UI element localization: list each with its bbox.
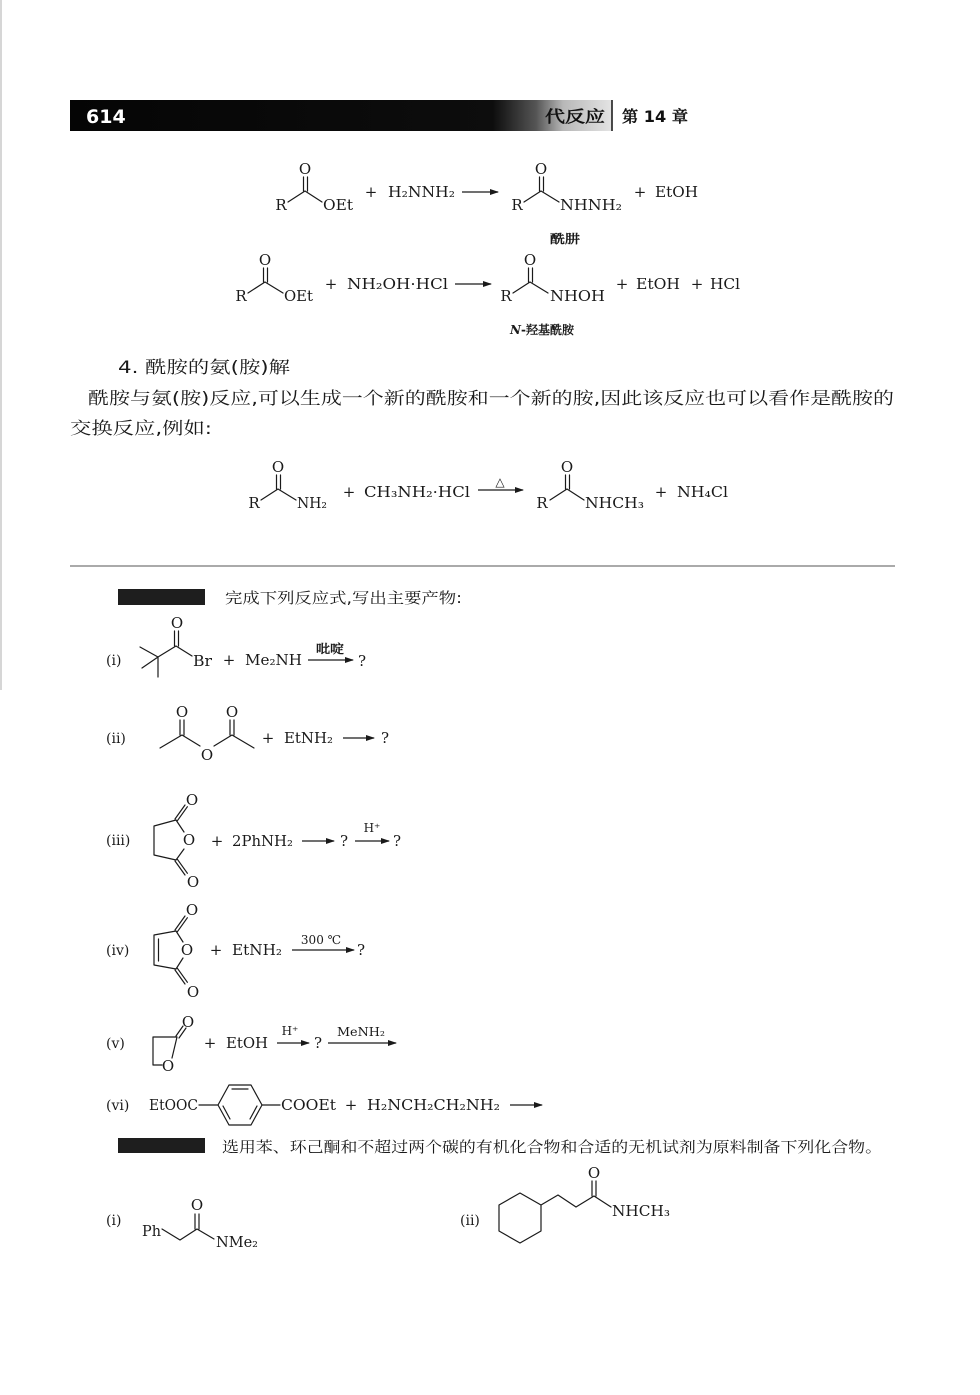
item-label: (vi) bbox=[106, 1098, 130, 1114]
product-name bbox=[509, 322, 575, 337]
leaving-group-label: OEt bbox=[284, 287, 313, 305]
carbonyl-oxygen-label: O bbox=[298, 160, 312, 178]
unknown-product: ? bbox=[357, 941, 366, 959]
carbonyl-oxygen-label: O bbox=[175, 703, 189, 721]
ring-oxygen-label: O bbox=[182, 831, 196, 849]
item-label: (iii) bbox=[106, 833, 131, 849]
unknown-product: ? bbox=[393, 832, 402, 850]
plus-sign: + bbox=[364, 183, 378, 201]
plus-sign: + bbox=[261, 729, 275, 747]
header-bar bbox=[70, 100, 612, 131]
r-group-label: R bbox=[275, 196, 287, 214]
carbonyl-oxygen-label: O bbox=[587, 1164, 601, 1182]
unknown-intermediate: ? bbox=[340, 832, 349, 850]
exercise-item-i bbox=[106, 614, 366, 677]
ester-skeleton bbox=[248, 268, 283, 293]
exercise-item-vi bbox=[106, 1085, 542, 1125]
exercise-instruction: 完成下列反应式,写出主要产物: bbox=[225, 589, 462, 607]
product-name-rest: -羟基酰胺 bbox=[520, 323, 574, 337]
exercise-item-iv bbox=[106, 901, 365, 1001]
condition-label: MeNH₂ bbox=[337, 1025, 386, 1039]
carbonyl-oxygen-label: O bbox=[170, 614, 184, 632]
reagent-label: 2PhNH₂ bbox=[232, 832, 293, 850]
plus-sign: + bbox=[209, 941, 223, 959]
carbonyl-oxygen-label: O bbox=[258, 251, 272, 269]
amide-group-label: NHCH₃ bbox=[585, 494, 644, 512]
section-title: 代反应 bbox=[545, 107, 605, 126]
reagent-label: NH₂OH·HCl bbox=[347, 275, 449, 293]
ester-skeleton bbox=[288, 177, 322, 202]
item-label: (ii) bbox=[460, 1213, 480, 1229]
exercise-2 bbox=[106, 1138, 882, 1251]
r-group-label: R bbox=[511, 196, 523, 214]
plus-sign: + bbox=[633, 183, 647, 201]
item-label: (ii) bbox=[106, 731, 126, 747]
section-4 bbox=[70, 358, 894, 439]
r-group-label: R bbox=[500, 287, 512, 305]
hydrazide-skeleton bbox=[524, 177, 559, 202]
exercise-badge bbox=[118, 589, 205, 605]
carbonyl-oxygen-label: O bbox=[225, 703, 239, 721]
cyclohexylpropanamide-skeleton bbox=[499, 1181, 611, 1243]
page-number: 614 bbox=[86, 106, 126, 128]
reagent-label: EtNH₂ bbox=[284, 729, 333, 747]
ester-group-label: COOEt bbox=[281, 1096, 336, 1114]
reagent-label: H₂NCH₂CH₂NH₂ bbox=[367, 1096, 500, 1114]
ring-oxygen-label: O bbox=[161, 1057, 175, 1075]
target-compound-ii bbox=[460, 1164, 670, 1243]
unknown-product: ? bbox=[358, 652, 367, 670]
carbonyl-oxygen-label: O bbox=[181, 1013, 195, 1031]
pivaloyl-bromide-skeleton bbox=[140, 631, 192, 677]
amide-group-label: NHOH bbox=[550, 287, 605, 305]
carbonyl-oxygen-label: O bbox=[186, 873, 200, 891]
exercise-item-iii bbox=[106, 791, 401, 891]
byproduct-label: EtOH bbox=[655, 183, 698, 201]
ester-group-label: EtOOC bbox=[149, 1096, 198, 1114]
r-group-label: R bbox=[235, 287, 247, 305]
exercise-item-ii bbox=[106, 703, 389, 764]
carbonyl-oxygen-label: O bbox=[190, 1196, 204, 1214]
exercise-1 bbox=[106, 589, 542, 1125]
condition-label: 300 ℃ bbox=[300, 933, 342, 947]
reagent-label: H₂NNH₂ bbox=[388, 183, 455, 201]
amide-group-label: NHNH₂ bbox=[560, 196, 622, 214]
phenyl-label: Ph bbox=[142, 1222, 162, 1240]
target-compound-i bbox=[106, 1196, 258, 1251]
amide-group-label: NH₂ bbox=[297, 494, 327, 512]
plus-sign: + bbox=[344, 1096, 358, 1114]
r-group-label: R bbox=[536, 494, 548, 512]
leaving-group-label: OEt bbox=[323, 196, 353, 214]
plus-sign: + bbox=[615, 275, 629, 293]
reagent-label: CH₃NH₂·HCl bbox=[364, 483, 471, 501]
hydroxamic-skeleton bbox=[513, 268, 548, 293]
condition-label: H⁺ bbox=[281, 1024, 299, 1038]
item-label: (i) bbox=[106, 653, 122, 669]
carbonyl-oxygen-label: O bbox=[185, 791, 199, 809]
unknown-intermediate: ? bbox=[314, 1034, 323, 1052]
scan-edge bbox=[0, 0, 2, 690]
plus-sign: + bbox=[222, 651, 236, 669]
carbonyl-oxygen-label: O bbox=[523, 251, 537, 269]
item-label: (iv) bbox=[106, 943, 130, 959]
product-name-italic: N bbox=[510, 323, 521, 337]
exercise-badge bbox=[118, 1138, 205, 1153]
unknown-product: ? bbox=[381, 729, 390, 747]
scheme-hydroxamic bbox=[235, 251, 740, 337]
byproduct-label: HCl bbox=[710, 275, 741, 293]
byproduct-label: EtOH bbox=[636, 275, 680, 293]
scheme-hydrazide bbox=[275, 160, 698, 246]
carbonyl-oxygen-label: O bbox=[186, 983, 200, 1001]
item-label: (v) bbox=[106, 1036, 125, 1052]
heat-condition: △ bbox=[495, 475, 505, 489]
plus-sign: + bbox=[210, 832, 224, 850]
carbonyl-oxygen-label: O bbox=[560, 458, 574, 476]
product-name: 酰肼 bbox=[550, 232, 575, 246]
plus-sign: + bbox=[654, 483, 668, 501]
plus-sign: + bbox=[203, 1034, 217, 1052]
ring-oxygen-label: O bbox=[180, 941, 194, 959]
running-header bbox=[70, 100, 688, 131]
scheme-transamidation bbox=[248, 458, 728, 512]
amide-skeleton bbox=[550, 475, 584, 500]
reagent-label: EtNH₂ bbox=[232, 941, 282, 959]
amine-group-label: NMe₂ bbox=[216, 1233, 258, 1251]
r-group-label: R bbox=[248, 494, 260, 512]
bridging-oxygen-label: O bbox=[200, 746, 214, 764]
leaving-group-label: Br bbox=[193, 652, 213, 670]
carbonyl-oxygen-label: O bbox=[185, 901, 199, 919]
item-label: (i) bbox=[106, 1213, 122, 1229]
plus-sign: + bbox=[324, 275, 338, 293]
terephthalate-skeleton bbox=[199, 1085, 280, 1125]
reagent-label: EtOH bbox=[226, 1034, 268, 1052]
plus-sign: + bbox=[342, 483, 356, 501]
exercise-instruction: 选用苯、环己酮和不超过两个碳的有机化合物和合适的无机试剂为原料制备下列化合物。 bbox=[222, 1138, 882, 1156]
chapter-label: 第 14 章 bbox=[622, 107, 688, 126]
condition-label: 吡啶 bbox=[316, 642, 341, 656]
exercise-item-v bbox=[106, 1013, 396, 1075]
amine-group-label: NHCH₃ bbox=[612, 1202, 670, 1220]
condition-label: H⁺ bbox=[363, 821, 381, 835]
carbonyl-oxygen-label: O bbox=[534, 160, 548, 178]
plus-sign: + bbox=[690, 275, 704, 293]
acetic-anhydride-skeleton bbox=[160, 720, 254, 748]
phenylacetamide-skeleton bbox=[162, 1214, 214, 1240]
carbonyl-oxygen-label: O bbox=[271, 458, 285, 476]
section-heading: 4. 酰胺的氨(胺)解 bbox=[118, 358, 290, 378]
amide-skeleton bbox=[261, 475, 296, 500]
paragraph-line: 酰胺与氨(胺)反应,可以生成一个新的酰胺和一个新的胺,因此该反应也可以看作是酰胺的 bbox=[88, 389, 894, 409]
byproduct-label: NH₄Cl bbox=[677, 483, 729, 501]
reagent-label: Me₂NH bbox=[245, 651, 302, 669]
paragraph-line: 交换反应,例如: bbox=[70, 419, 212, 439]
